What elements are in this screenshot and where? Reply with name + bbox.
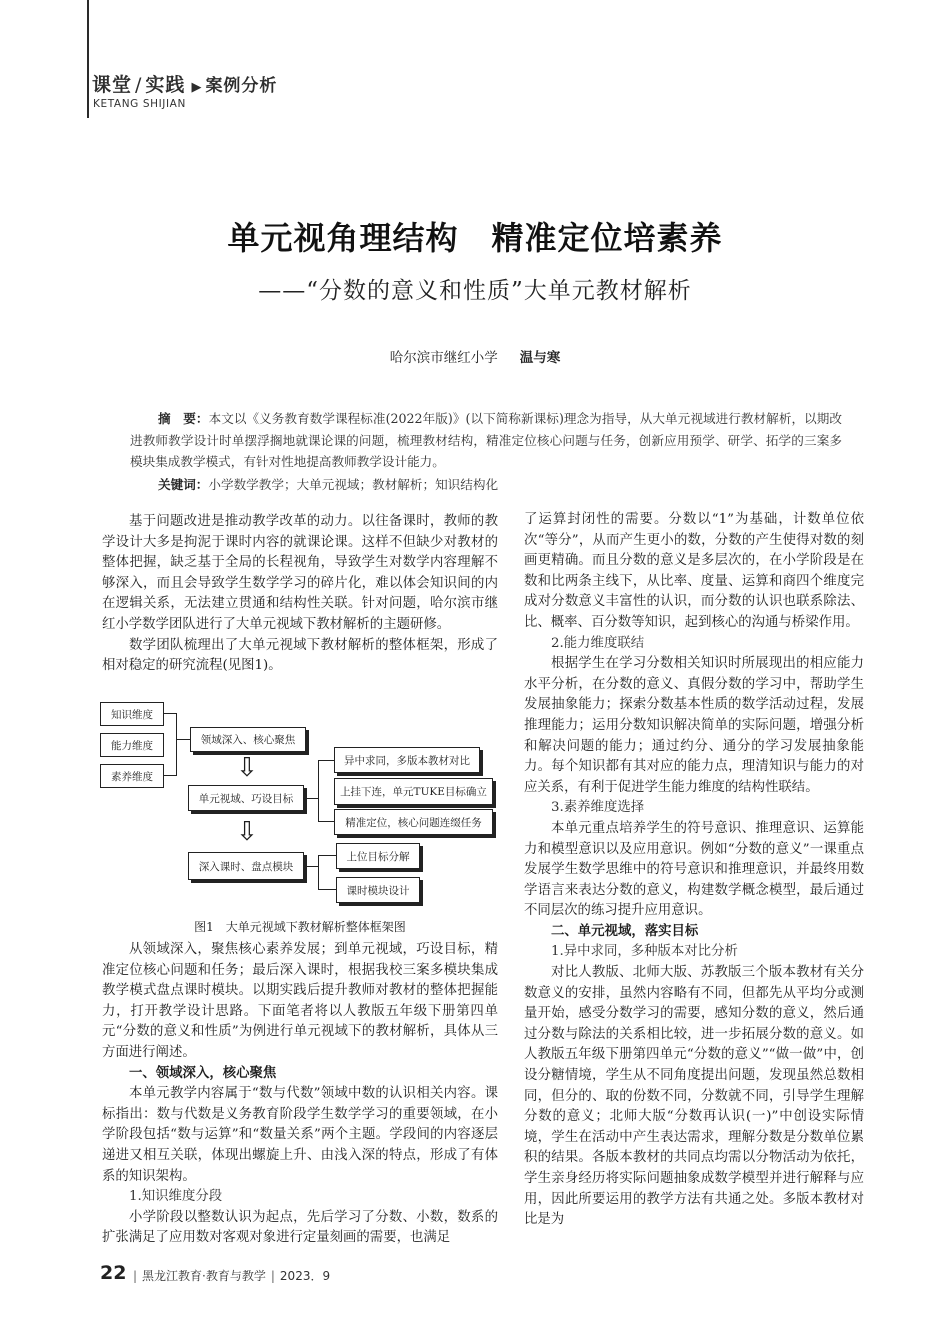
- down-arrow-icon: ⇩: [236, 753, 258, 783]
- right-column: [524, 510, 864, 1231]
- connector: [318, 889, 336, 890]
- connector: [164, 713, 176, 714]
- paragraph: 本单元教学内容属于“数与代数”领域中数的认识相关内容。课标指出：数与代数是义务教育阶段学生数学学习的重要领域，在小学阶段包括“数与运算”和“数量关系”两个主题。学段间的内容逐层递进又相互关联，体现出螺旋上升、由浅入深的特点，形成了有体系的知识架构。: [102, 1086, 498, 1184]
- paragraph: 本单元重点培养学生的符号意识、推理意识、运算能力和模型意识以及应用意识。例如“分数的意义”一课重点发展学生数学思维中的符号意识和推理意识，并最终用数学语言来表达分数的意义，构建数学概念模型，最后通过不同层次的练习提升应用意识。: [524, 820, 864, 919]
- connector: [176, 739, 190, 740]
- task-box: 精准定位，核心问题连缀任务: [334, 809, 493, 835]
- down-arrow-icon: ⇩: [236, 817, 258, 847]
- connector: [176, 713, 177, 776]
- connector: [318, 760, 334, 761]
- task-box: 上挂下连，单元TUKE目标确立: [334, 778, 493, 805]
- column-heading: [92, 70, 277, 97]
- paragraph: 对比人教版、北师大版、苏教版三个版本教材有关分数意义的安排，虽然内容略有不同，但都先从平均分或测量开始，感受分数学习的需要，感知分数的意义，然后通过分数与除法的关系相比较，进一步拓展分数的意义。如人教版五年级下册第四单元“分数的意义”“做一做”中，创设分糖情境，学生从不同角度提出问题，发现虽然总数相同，但分的、取的份数不同，分数就不同，引导学生理解分数的意义；北师大版“分数再认识(一)”中创设实际情境，学生在活动中产生表达需求，理解分数是分数单位累积的结果。各版本教材的共同点均需以分物活动为依托，学生亲身经历将实际问题抽象成数学模型并进行解释与应用，因此所要运用的教学方法有共通之处。多版本教材对比是为: [524, 965, 864, 1228]
- play-arrow-icon: ▶: [191, 80, 203, 95]
- column-part1: 课堂: [92, 74, 133, 96]
- affiliation: 哈尔滨市继红小学: [389, 350, 498, 366]
- keywords: [158, 474, 498, 493]
- keywords-label: 关键词：: [158, 477, 209, 492]
- byline: [0, 346, 950, 366]
- paragraph: 了运算封闭性的需要。分数以“1”为基础，计数单位依次“等分”，从而产生更小的数，分数的产生使得对数的刻画更精确。而且分数的意义是多层次的，在小学阶段是在数和比两条主线下，从比率、度量、运算和商四个维度完成对分数意义丰富性的认识，而分数的认识也联系除法、比、概率、百分数等知识，起到核心的沟通与桥梁作用。: [524, 512, 864, 630]
- connector: [318, 821, 334, 822]
- column-sub: 案例分析: [205, 76, 278, 96]
- column-pinyin: KETANG SHIJIAN: [93, 98, 186, 110]
- article-title: 单元视角理结构 精准定位培素养: [227, 219, 723, 257]
- abstract-text: 本文以《义务教育数学课程标准(2022年版)》(以下简称新课标)理念为指导，从大单元视域进行教材解析，以期改进教师教学设计时单摆浮搁地就课论课的问题，梳理教材结构，精准定位核心问题与任务，创新应用预学、研学、拓学的三案多模块集成教学模式，有针对性地提高教师教学设计能力。: [130, 411, 842, 469]
- paragraph: 小学阶段以整数认识为起点，先后学习了分数、小数，数系的扩张满足了应用数对客观对象进行定量刻画的需要，也满足: [102, 1209, 498, 1246]
- figure-caption: 图1 大单元视域下教材解析整体框架图: [194, 920, 406, 934]
- paragraph: 从领域深入，聚焦核心素养发展；到单元视域，巧设目标，精准定位核心问题和任务；最后深入课时，根据我校三案多模块集成教学模式盘点课时模块。以期实践后提升教师对教材的整体把握能力，打开教学设计思路。下面笔者将以人教版五年级下册第四单元“分数的意义和性质”为例进行单元视域下的教材解析，具体从三方面进行阐述。: [102, 942, 498, 1060]
- subsection-heading: 1.异中求同，多种版本对比分析: [551, 944, 738, 960]
- connector: [304, 866, 318, 867]
- step-box: 深入课时、盘点模块: [188, 852, 304, 880]
- paragraph: 基于问题改进是推动教学改革的动力。以往备课时，教师的教学设计大多是拘泥于课时内容的就课论课。这样不但缺少对教材的整体把握，缺乏基于全局的长程视角，导致学生对数学内容理解不够深入，而且会导致学生数学学习的碎片化，难以体会知识间的内在逻辑关系，无法建立贯通和结构性关联。针对问题，哈尔滨市继红小学数学团队进行了大单元视域下教材解析的主题研修。: [102, 514, 498, 632]
- journal-footer: [128, 1267, 330, 1284]
- footer-divider: |: [133, 1269, 138, 1283]
- footer-divider: |: [270, 1269, 275, 1283]
- keywords-text: 小学数学教学；大单元视域；教材解析；知识结构化: [208, 477, 499, 492]
- column-part2: 实践: [145, 74, 186, 96]
- journal-issue: 2023．9: [279, 1269, 331, 1283]
- step-box: 领域深入、核心聚焦: [190, 727, 306, 752]
- paragraph: 数学团队梳理出了大单元视域下教材解析的整体框架，形成了相对稳定的研究流程(见图1)。: [102, 637, 498, 674]
- dimension-box: 知识维度: [100, 702, 164, 726]
- section-heading: 一、领域深入，核心聚焦: [129, 1065, 277, 1081]
- header-rule: [87, 0, 89, 118]
- connector: [318, 855, 336, 856]
- abstract: [130, 408, 842, 473]
- page-number: 22: [100, 1262, 127, 1284]
- column-sep: /: [135, 74, 143, 96]
- module-box: 上位目标分解: [336, 843, 420, 869]
- author-name: 温与寒: [519, 350, 561, 366]
- dimension-box: 素养维度: [100, 764, 164, 788]
- abstract-label: 摘 要：: [158, 411, 209, 426]
- connector: [304, 798, 318, 799]
- article-subtitle: ——“分数的意义和性质”大单元教材解析: [258, 278, 692, 304]
- subsection-heading: 3.素养维度选择: [551, 800, 645, 816]
- subsection-heading: 2.能力维度联结: [551, 635, 645, 651]
- left-column-top: [102, 512, 498, 677]
- connector: [318, 855, 319, 889]
- module-box: 课时模块设计: [336, 877, 420, 903]
- task-box: 异中求同，多版本教材对比: [334, 747, 480, 773]
- step-box: 单元视域、巧设目标: [188, 785, 304, 811]
- connector: [164, 775, 176, 776]
- dimension-box: 能力维度: [100, 733, 164, 757]
- section-heading: 二、单元视域，落实目标: [551, 923, 699, 939]
- paragraph: 根据学生在学习分数相关知识时所展现出的相应能力水平分析，在分数的意义、真假分数的学习中，帮助学生发展抽象能力；探索分数基本性质的数学活动过程，发展推理能力；运用分数知识解决简单的实际问题，增强分析和解决问题的能力；通过约分、通分的学习发展抽象能力。每个知识都有其对应的能力点，理清知识与能力的对应关系，有利于促进学生能力维度的结构性联结。: [524, 656, 864, 795]
- journal-name: 黑龙江教育·教育与教学: [142, 1269, 266, 1283]
- subsection-heading: 1.知识维度分段: [129, 1189, 223, 1205]
- left-column-bottom: [102, 940, 498, 1249]
- connector: [318, 760, 319, 821]
